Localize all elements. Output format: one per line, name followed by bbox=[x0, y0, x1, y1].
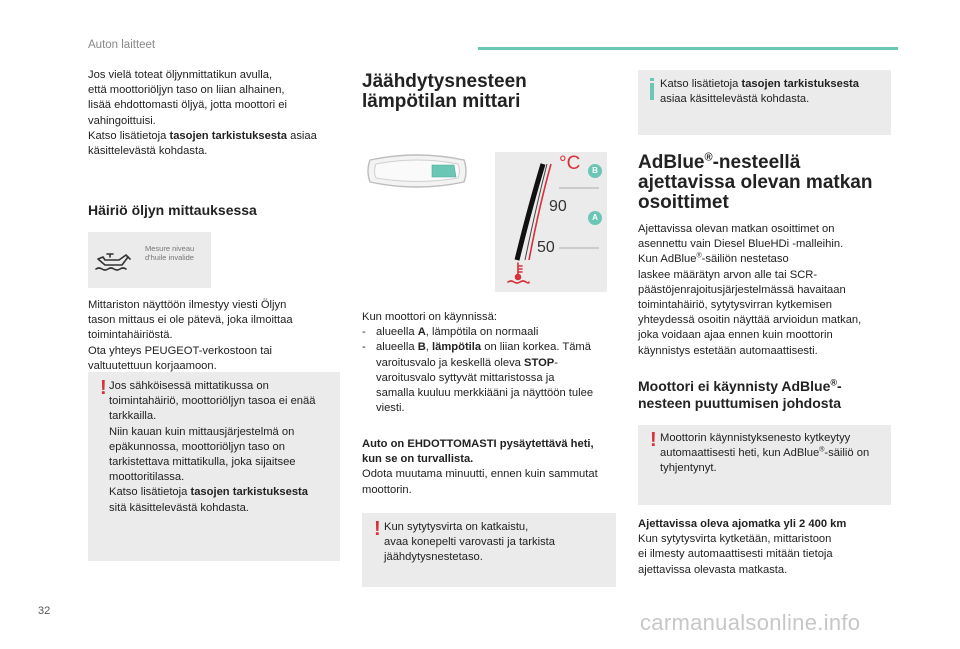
zone-a-marker: A bbox=[592, 213, 598, 222]
oil-measure-fault-heading: Häiriö öljyn mittauksessa bbox=[88, 202, 257, 218]
reference-link: tasojen tarkistuksesta bbox=[190, 486, 308, 499]
adblue-warning-box: ! Moottorin käynnistyksenesto kytkeytyy automaattisesti heti, kun AdBlue®-säiliö on tyhjentynyt. bbox=[638, 425, 891, 505]
display-text-line2: d'huile invalide bbox=[145, 253, 194, 262]
warning-icon: ! bbox=[100, 377, 107, 399]
display-text-line1: Mesure niveau bbox=[145, 244, 195, 253]
section-title: Auton laitteet bbox=[88, 39, 156, 51]
watermark: carmanualsonline.info bbox=[640, 610, 861, 635]
adblue-range-body: Ajettavissa olevan matkan osoittimet on asennettu vain Diesel BlueHDi -malleihin. Kun AdBlue®-säiliön nestetaso laskee määrätyn arvon alle tai SCR- päästöjenrajoitusjärjestelmässä havaitaan toimintahäiriö, sytytysvirran kytkemisen yhteydessä osoitin näyttää arvioidun matkan, joka voidaan ajaa ennen kuin moottorin käynnistys estetään automaattisesti. bbox=[638, 223, 862, 357]
stop-instruction: Auto on EHDOTTOMASTI pysäytettävä heti, kun se on turvallista. Odota muutama minuutti, ennen kuin sammutat moottorin. bbox=[362, 438, 598, 496]
adblue-range-info: Ajettavissa oleva ajomatka yli 2 400 km Kun sytytysvirta kytketään, mittaristoon ei ilmesty automaattisesti mitään tietoja ajettavissa olevasta matkasta. bbox=[638, 518, 847, 576]
warning-icon: ! bbox=[650, 429, 657, 451]
adblue-no-start-heading: Moottori ei käynnisty AdBlue®- nesteen puuttumisen johdosta bbox=[638, 377, 842, 411]
warning-icon: ! bbox=[374, 518, 381, 540]
page-number: 32 bbox=[38, 605, 51, 617]
zone-b-marker: B bbox=[592, 166, 598, 175]
list-item: - alueella A, lämpötila on normaali bbox=[362, 325, 622, 340]
oil-fault-display-image bbox=[88, 232, 211, 288]
header-accent-bar bbox=[478, 47, 898, 50]
info-icon bbox=[650, 83, 654, 100]
coolant-temperature-icon bbox=[505, 260, 531, 286]
gauge-label-50: 50 bbox=[537, 239, 555, 256]
adblue-range-heading: AdBlue®-nesteellä ajettavissa olevan matkan osoittimet bbox=[638, 151, 873, 213]
info-box: Katso lisätietoja tasojen tarkistuksesta asiaa käsittelevästä kohdasta. bbox=[638, 70, 891, 135]
reference-link: tasojen tarkistuksesta bbox=[169, 129, 287, 142]
coolant-gauge-image bbox=[495, 152, 607, 292]
oil-warning-box: ! Jos sähköisessä mittatikussa on toimintahäiriö, moottoriöljyn tasoa ei enää tarkkailla. Niin kauan kuin mittausjärjestelmä on epäkunnossa, moottoriöljyn taso on tarkistettava mittatikulla, joka sijaitsee moottoritilassa. Katso lisätietoja tasojen tarkistuksesta sitä käsittelevästä kohdasta. bbox=[88, 372, 340, 561]
list-item: - alueella B, lämpötila on liian korkea. Tämä varoitusvalo ja keskellä oleva STOP- varoitusvalo syttyvät mittaristossa ja samalla kuuluu merkkiääni ja näyttöön tulee viesti. bbox=[362, 340, 622, 416]
gauge-label-90: 90 bbox=[549, 198, 567, 215]
oil-fault-body: Mittariston näyttöön ilmestyy viesti Öljyn tason mittaus ei ole pätevä, joka ilmoittaa toimintahäiriöstä. Ota yhteys PEUGEOT-verkostoon tai valtuutettuun korjaamoon. bbox=[88, 299, 293, 372]
coolant-gauge-body: Kun moottori on käynnissä: - alueella A, lämpötila on normaali - alueella B, lämpötila on liian korkea. Tämä varoitusvalo ja keskellä oleva STOP- varoitusvalo syttyvät mittaristossa ja samalla kuuluu merkkiääni ja näyttöön tulee viesti. bbox=[362, 310, 622, 416]
coolant-gauge-heading: Jäähdytysnesteen lämpötilan mittari bbox=[362, 71, 527, 112]
reference-link: tasojen tarkistuksesta bbox=[741, 78, 859, 90]
instrument-panel-illustration bbox=[362, 150, 472, 192]
coolant-warning-box: ! Kun sytytysvirta on katkaistu, avaa konepelti varovasti ja tarkista jäähdytysnestetaso. bbox=[362, 513, 616, 587]
gauge-unit: °C bbox=[559, 153, 581, 174]
oil-level-intro: Jos vielä toteat öljynmittatikun avulla, että moottoriöljyn taso on liian alhainen, lisää ehdottomasti öljyä, jotta moottori ei vahingoittuisi. Katso lisätietoja tasojen tarkistuksesta asiaa käsittelevästä kohdasta. bbox=[88, 69, 317, 158]
